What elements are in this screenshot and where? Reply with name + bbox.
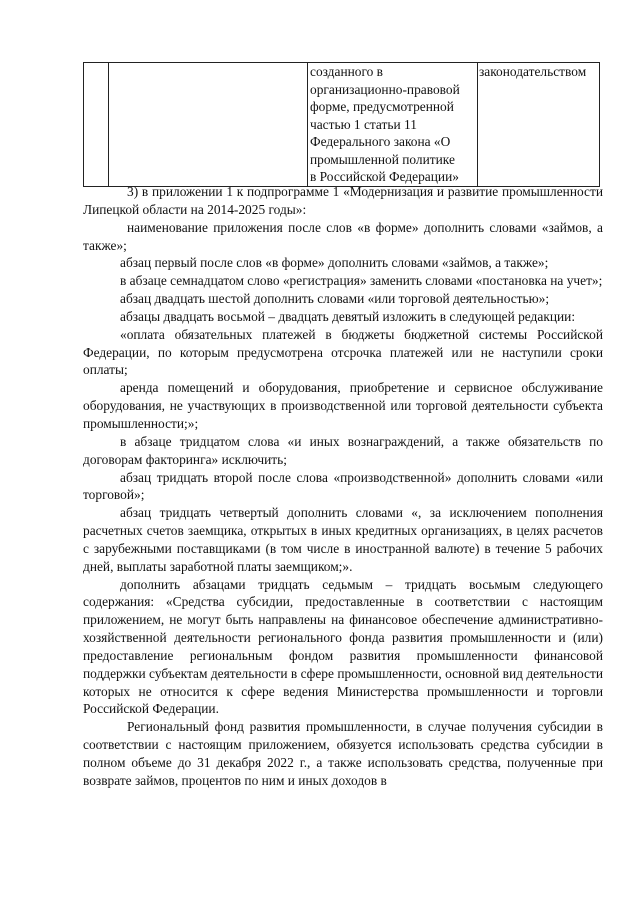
cell-line: в Российской Федерации»: [310, 169, 459, 184]
table-cell-basis: [478, 63, 600, 187]
cell-line: законодательством: [479, 64, 587, 79]
table-cell-number: [84, 63, 109, 187]
cell-line: Федерального закона «О: [310, 134, 451, 149]
paragraph: дополнить абзацами тридцать седьмым – тридцать восьмым следующего содержания: «Средства субсидии, предоставленные в соответствии с настоящим приложением, не могут быть направлены на финансовое обеспечение административно-хозяйственной деятельности регионального фонда развития промышленности и (или) предоставление региональным фондом развития промышленности финансовой поддержки субъектам деятельности в сфере промышленности, основной вид деятельности которых не относится к сфере ведения Министерства промышленности и торговли Российской Федерации.: [83, 576, 603, 717]
paragraph: абзац первый после слов «в форме» дополнить словами «займов, а также»;: [120, 255, 549, 271]
paragraph: абзацы двадцать восьмой – двадцать девятый изложить в следующей редакции:: [120, 308, 576, 324]
paragraph: в абзаце тридцатом слова «и иных вознаграждений, а также обязательств по договорам факторинга» исключить;: [83, 433, 603, 467]
cell-line: промышленной политике: [310, 151, 455, 167]
paragraph: абзац тридцать четвертый дополнить словами «, за исключением пополнения расчетных счетов заемщика, открытых в иных кредитных организациях, в целях расчетов с зарубежными поставщиками (в том числе в иностранной валюте) в течение 5 рабочих дней, выплаты заработной платы заемщиком;».: [83, 505, 603, 574]
cell-line: частью 1 статьи 11: [310, 116, 417, 132]
paragraph: Региональный фонд развития промышленности, в случае получения субсидии в соответствии с настоящим приложением, обязуется использовать средства субсидии в полном объеме до 31 декабря 2022 г., а также использовать средства, полученные при возврате займов, процентов по ним и иных доходов в: [83, 719, 603, 788]
paragraph: в абзаце семнадцатом слово «регистрация» заменить словами «постановка на учет»;: [120, 273, 603, 289]
cell-line: форме, предусмотренной: [310, 99, 454, 114]
paragraph: наименование приложения после слов «в форме» дополнить словами «займов, а также»;: [83, 219, 603, 253]
paragraph: «оплата обязательных платежей в бюджеты бюджетной системы Российской Федерации, по которым предусмотрена отсрочка платежей или не наступили сроки оплаты;: [83, 326, 603, 378]
document-body: [83, 183, 603, 790]
table-row: [84, 63, 600, 187]
paragraph: 3) в приложении 1 к подпрограмме 1 «Модернизация и развитие промышленности Липецкой области на 2014-2025 годы»:: [83, 184, 603, 217]
table-cell-description: [308, 63, 478, 187]
cell-line: организационно-правовой: [310, 81, 460, 97]
table-fragment: [83, 62, 600, 187]
paragraph: абзац двадцать шестой дополнить словами «или торговой деятельностью»;: [120, 291, 550, 307]
table-cell-name: [109, 63, 308, 187]
paragraph: аренда помещений и оборудования, приобретение и сервисное обслуживание оборудования, не участвующих в производственной или торговой деятельности субъекта промышленности;»;: [83, 380, 603, 431]
paragraph: абзац тридцать второй после слова «производственной» дополнить словами «или торговой»;: [83, 469, 603, 503]
cell-line: созданного в: [310, 64, 383, 79]
